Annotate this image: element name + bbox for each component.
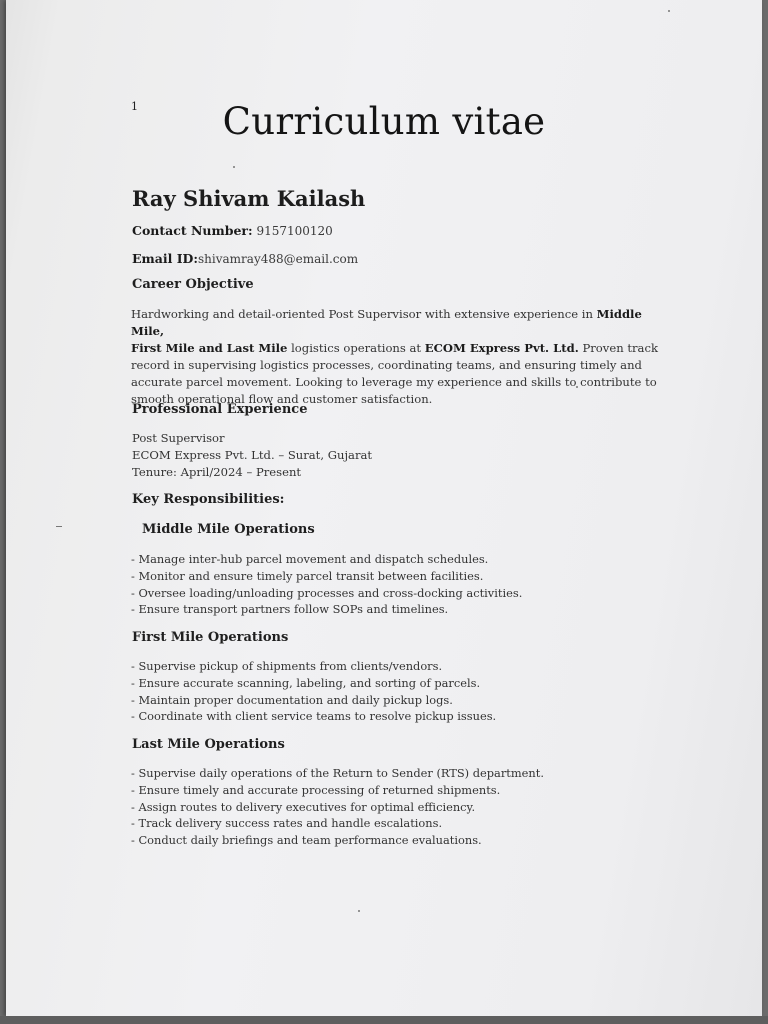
- speck: [358, 910, 360, 912]
- experience-details: [132, 430, 372, 481]
- objective-bold: First Mile and Last Mile: [131, 341, 288, 355]
- objective-part: Proven track record in supervising logistics processes, coordinating teams, and ensuring timely and accurate parcel movement. Looking to leverage my experience and skills to contribute to smooth operational flow and customer satisfaction.: [131, 341, 658, 406]
- first-mile-heading: First Mile Operations: [132, 630, 289, 645]
- scan-edge: [0, 1016, 768, 1024]
- page-number: 1: [131, 100, 138, 113]
- email-value: shivamray488@email.com: [198, 252, 359, 266]
- list-item: - Ensure timely and accurate processing of returned shipments.: [131, 782, 501, 797]
- document-title: Curriculum vitae: [222, 100, 546, 143]
- list-item: - Supervise pickup of shipments from clients/vendors.: [131, 659, 443, 673]
- speck: [56, 526, 62, 527]
- list-item: - Manage inter-hub parcel movement and dispatch schedules.: [131, 552, 489, 566]
- list-item: - Conduct daily briefings and team performance evaluations.: [131, 833, 482, 848]
- objective-bold: ECOM Express Pvt. Ltd.: [424, 341, 579, 355]
- email-label: Email ID:: [132, 251, 199, 266]
- list-item: - Supervise daily operations of the Return to Sender (RTS) department.: [131, 766, 544, 780]
- list-item: - Monitor and ensure timely parcel transit between facilities.: [131, 568, 484, 583]
- paper-sheet: [6, 0, 762, 1016]
- middle-mile-heading: Middle Mile Operations: [142, 522, 315, 537]
- career-objective-heading: Career Objective: [132, 277, 254, 292]
- speck: [233, 166, 235, 168]
- key-responsibilities-heading: Key Responsibilities:: [132, 492, 285, 507]
- email-id: [132, 251, 358, 266]
- professional-experience-heading: Professional Experience: [132, 402, 308, 417]
- list-item: - Coordinate with client service teams to resolve pickup issues.: [131, 709, 497, 724]
- last-mile-heading: Last Mile Operations: [132, 737, 285, 752]
- speck: [668, 10, 670, 12]
- list-item: - Track delivery success rates and handle escalations.: [131, 816, 443, 831]
- job-company: ECOM Express Pvt. Ltd. – Surat, Gujarat: [132, 448, 373, 462]
- middle-mile-list: [131, 551, 522, 618]
- job-tenure: Tenure: April/2024 – Present: [132, 465, 302, 479]
- last-mile-list: [131, 765, 544, 849]
- first-mile-list: [131, 658, 496, 725]
- candidate-name: Ray Shivam Kailash: [132, 186, 366, 211]
- career-objective-text: [131, 306, 661, 408]
- objective-part: logistics operations at: [287, 341, 425, 355]
- contact-number: [132, 223, 333, 238]
- list-item: - Oversee loading/unloading processes and cross-docking activities.: [131, 585, 523, 600]
- list-item: - Ensure accurate scanning, labeling, and sorting of parcels.: [131, 675, 481, 690]
- list-item: - Assign routes to delivery executives for optimal efficiency.: [131, 799, 476, 814]
- contact-number-value: 9157100120: [252, 224, 333, 238]
- list-item: - Maintain proper documentation and daily pickup logs.: [131, 692, 453, 707]
- objective-bold: Middle Mile,: [131, 307, 642, 338]
- contact-number-label: Contact Number:: [132, 223, 253, 238]
- job-role: Post Supervisor: [132, 431, 225, 445]
- list-item: - Ensure transport partners follow SOPs and timelines.: [131, 602, 449, 617]
- objective-part: Hardworking and detail-oriented Post Supervisor with extensive experience in: [131, 307, 597, 321]
